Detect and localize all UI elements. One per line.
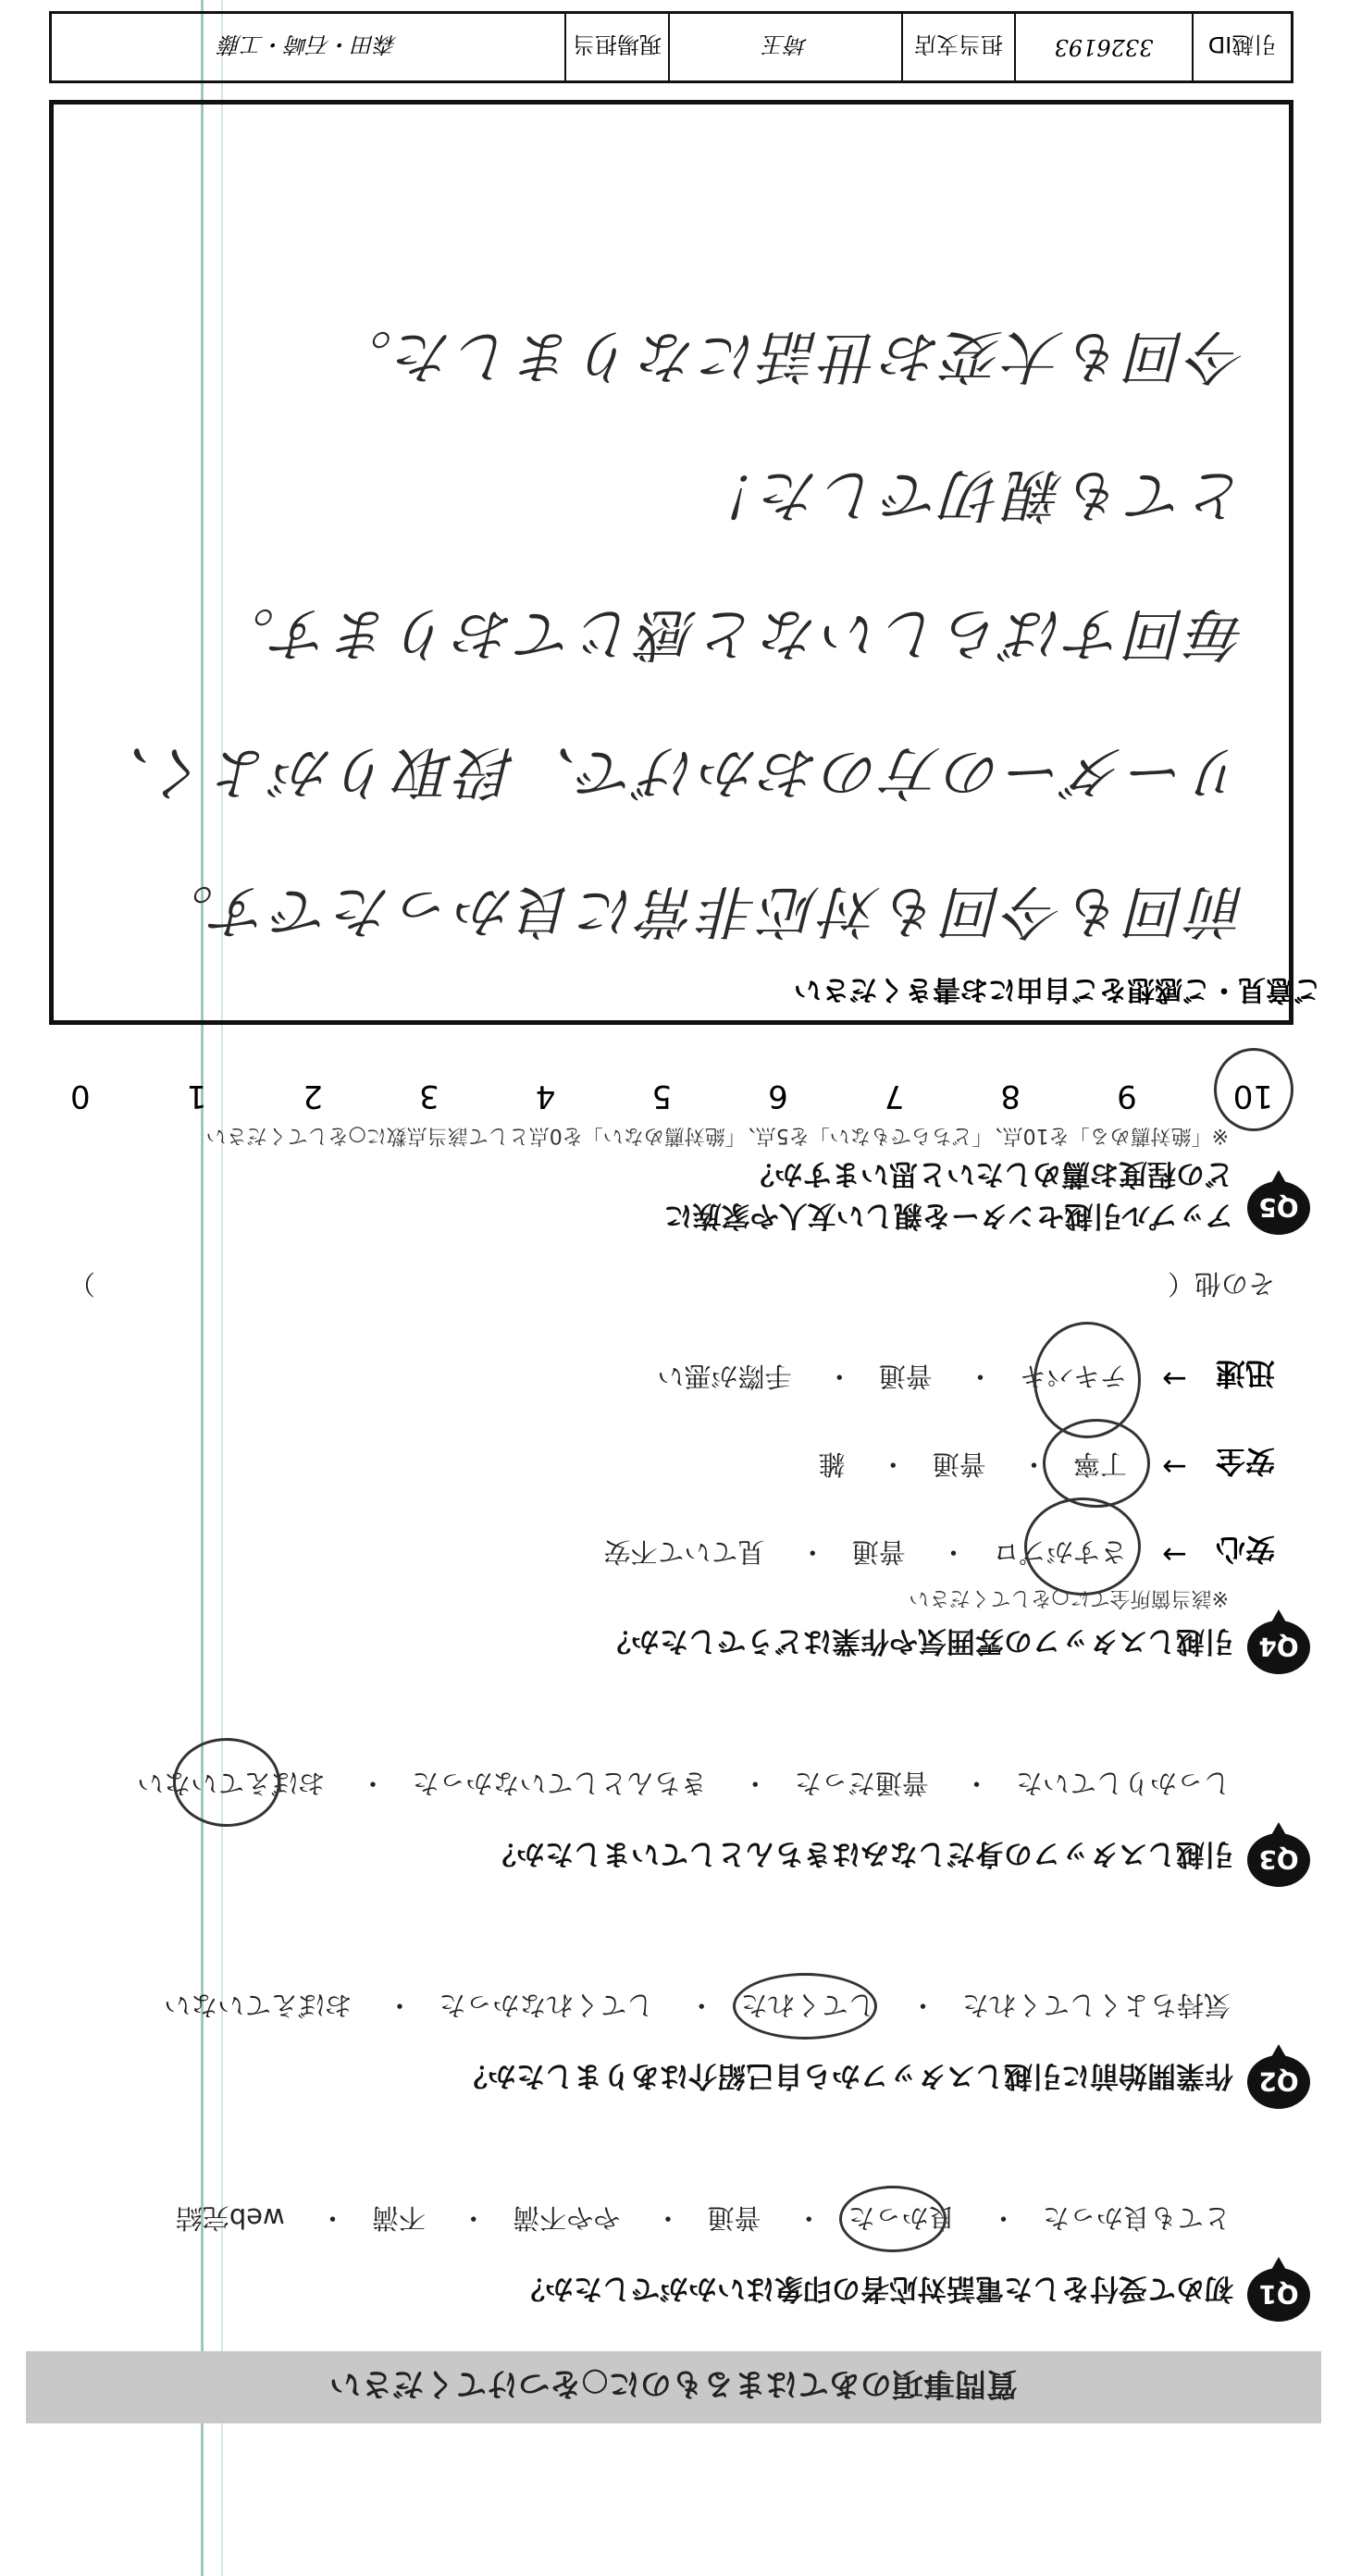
q4-option[interactable]: 手際が悪い: [657, 1361, 792, 1392]
q5-scale: [70, 1078, 1273, 1115]
q1-option[interactable]: やや不満: [513, 2202, 621, 2234]
q5-score[interactable]: 1: [186, 1078, 207, 1115]
q4-option[interactable]: 普通: [932, 1448, 986, 1480]
comment-line: リーダーの方のおかげで、段取りがよく、: [89, 739, 1247, 807]
footer-branch-label: 担当支店: [901, 14, 1014, 80]
q4-option-selected[interactable]: 丁寧: [1072, 1448, 1127, 1480]
q3-selection-circle: [173, 1738, 280, 1827]
q4-other-close: ）: [68, 1268, 95, 1300]
q5-score[interactable]: 2: [303, 1078, 323, 1115]
q3-option[interactable]: 普通だった: [794, 1768, 929, 1799]
comment-line: とても親切でした！: [697, 462, 1247, 529]
q4-row-options: さすがプロ・ 普通・ 見ていて不安: [603, 1536, 1127, 1568]
q4-row-options: テキパキ・ 普通・ 手際が悪い: [657, 1361, 1127, 1392]
q5-score[interactable]: 6: [768, 1078, 788, 1115]
q1-options: とても良かった・ 良かった・ 普通・ やや不満・ 不満・ web完結: [175, 2202, 1231, 2234]
q1-option[interactable]: 普通: [707, 2202, 761, 2234]
q3-badge: Q3: [1247, 1833, 1310, 1887]
comment-title: ご意見・ご感想をご自由にお書きください: [794, 973, 1321, 1005]
q2-option[interactable]: 気持ちよくしてくれた: [961, 1990, 1231, 2021]
q2-option[interactable]: してくれなかった: [439, 1990, 654, 2021]
q5-score[interactable]: 3: [419, 1078, 439, 1115]
q2-question: 作業開始前に引越しスタッフから自己紹介はありましたか？: [459, 2059, 1233, 2092]
footer-table: [49, 11, 1293, 83]
q5-badge: Q5: [1247, 1181, 1310, 1235]
q4-row-label: 迅速: [1215, 1356, 1275, 1391]
q4-other-label: その他（: [1167, 1268, 1275, 1300]
q4-selection-circle: [1033, 1322, 1141, 1438]
q1-option[interactable]: web完結: [175, 2202, 285, 2234]
q4-badge: Q4: [1247, 1621, 1310, 1674]
footer-branch-value: 埼玉: [668, 14, 901, 80]
comment-line: 前回も今回も対応非常に良かったです。: [152, 878, 1247, 945]
q4-option[interactable]: 普通: [851, 1536, 906, 1568]
q3-question: 引越しスタッフの身だしなみはきちんとしていましたか？: [488, 1837, 1233, 1870]
q2-options: 気持ちよくしてくれた・ してくれた・ してくれなかった・ おぼえていない: [164, 1990, 1231, 2021]
q5-score[interactable]: 8: [1000, 1078, 1021, 1115]
comment-line: 毎回すばらしいなと感じております。: [213, 600, 1247, 668]
q1-option[interactable]: 不満: [371, 2202, 426, 2234]
q5-selection-circle: [1214, 1048, 1293, 1131]
q5-question-line2: どの程度お薦めしたいと思いますか？: [746, 1157, 1233, 1190]
q4-option-selected[interactable]: さすがプロ: [992, 1536, 1127, 1568]
q5-question-line1: アップル引越センターを親しい友人や家族に: [663, 1199, 1233, 1232]
footer-id-label: 引越ID: [1192, 14, 1291, 80]
q4-option[interactable]: 普通: [878, 1361, 933, 1392]
comment-line: 今回も大変お世話になりました。: [330, 323, 1247, 390]
q3-options: しっかりしていた・ 普通だった・ きちんとしていなかった・ おぼえていない: [137, 1768, 1231, 1799]
footer-staff-label: 現場担当: [564, 14, 668, 80]
arrow-icon: →: [1162, 1362, 1187, 1397]
q1-option-selected[interactable]: 良かった: [848, 2202, 956, 2234]
footer-id-value: 3326193: [1014, 14, 1192, 80]
arrow-icon: →: [1162, 1449, 1187, 1485]
q4-row-label: 安全: [1215, 1444, 1275, 1479]
q4-row-label: 安心: [1215, 1532, 1275, 1567]
q2-selection-circle: [733, 1973, 877, 2040]
q3-option[interactable]: きちんとしていなかった: [412, 1768, 708, 1799]
q4-note: ※該当箇所全てに○をしてください: [909, 1586, 1229, 1609]
q5-score[interactable]: 7: [884, 1078, 905, 1115]
q2-option[interactable]: おぼえていない: [164, 1990, 353, 2021]
q5-note: ※「絶対薦める」を10点、「どちらでもない」を5点、「絶対薦めない」を0点として該当点数に○をしてください: [205, 1124, 1229, 1147]
q3-option[interactable]: おぼえていない: [137, 1768, 326, 1799]
q5-score-selected[interactable]: 10: [1232, 1078, 1273, 1115]
q5-score[interactable]: 9: [1117, 1078, 1137, 1115]
q1-question: 初めて受付をした電話対応者の印象はいかがでしたか？: [516, 2272, 1233, 2305]
q4-question: 引越しスタッフの雰囲気や作業はどうでしたか？: [602, 1624, 1233, 1658]
q2-badge: Q2: [1247, 2055, 1310, 2109]
q4-other: [1142, 1266, 1275, 1304]
q1-badge: Q1: [1247, 2268, 1310, 2322]
footer-staff-value: 森田・石崎・工藤: [219, 31, 397, 58]
arrow-icon: →: [1162, 1537, 1187, 1572]
q5-score[interactable]: 0: [70, 1078, 91, 1115]
q1-option[interactable]: とても良かった: [1042, 2202, 1231, 2234]
q3-option-selected[interactable]: しっかりしていた: [1015, 1768, 1231, 1799]
q5-score[interactable]: 4: [535, 1078, 556, 1115]
instruction-banner: 質問事項のあてはまるものに○をつけてください: [26, 2351, 1321, 2423]
q4-row-options: 丁寧・ 普通・ 雑: [818, 1448, 1127, 1480]
q4-selection-circle: [1024, 1498, 1141, 1596]
q4-option[interactable]: 雑: [818, 1448, 846, 1480]
q4-option-selected[interactable]: テキパキ: [1019, 1361, 1127, 1392]
q2-option-selected[interactable]: してくれた: [740, 1990, 875, 2021]
q5-score[interactable]: 5: [651, 1078, 673, 1115]
q1-selection-circle: [839, 2186, 947, 2252]
q4-option[interactable]: 見ていて不安: [603, 1536, 765, 1568]
